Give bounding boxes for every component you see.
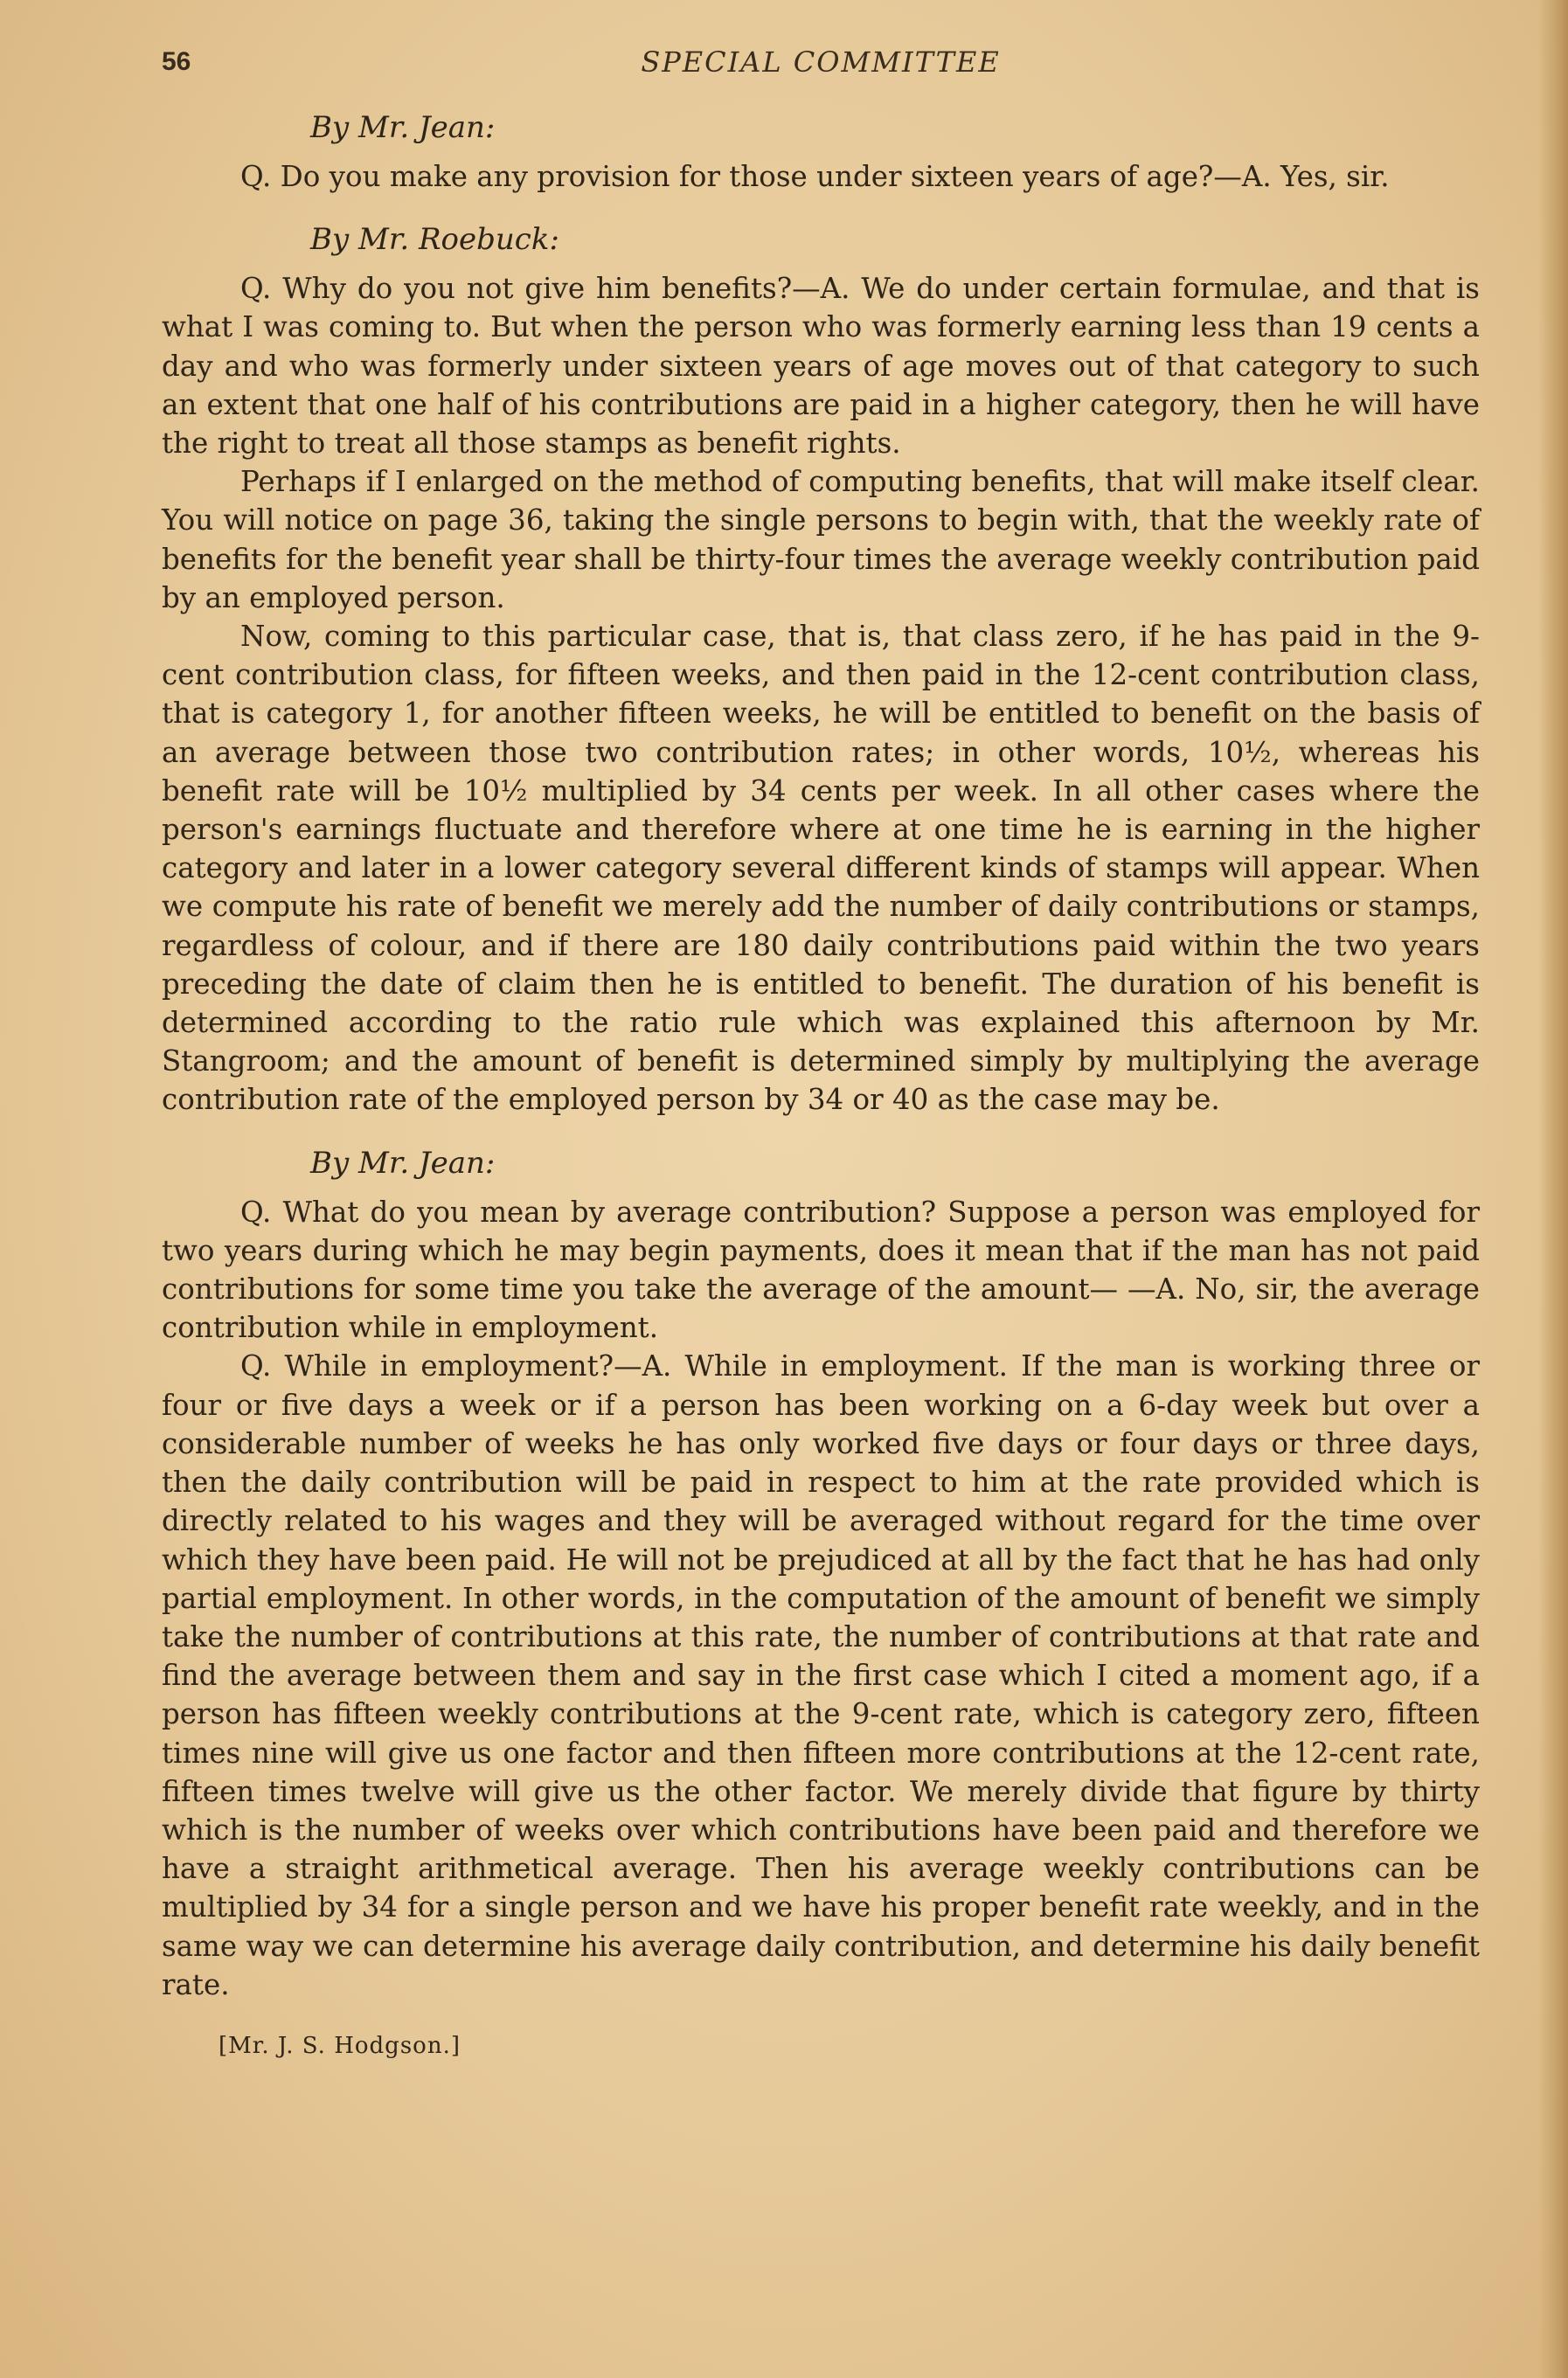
section-roebuck <box>162 220 1480 1119</box>
speaker-heading: By Mr. Jean: <box>310 110 496 145</box>
witness-note: [Mr. J. S. Hodgson.] <box>219 2032 461 2059</box>
paragraph: Now, coming to this particular case, that is, that class zero, if he has paid in the 9-cent contribution class, for fifteen weeks, and then paid in the 12-cent contribution class, that is category 1, for another fifteen weeks, he will be entitled to benefit on the basis of an average between those two contribution rates; in other words, 10½, whereas his benefit rate will be 10½ multiplied by 34 cents per week. In all other cases where the person's earnings fluctuate and therefore where at one time he is earning in the higher category and later in a lower category several different kinds of stamps will appear. When we compute his rate of benefit we merely add the number of daily contributions or stamps, regardless of colour, and if there are 180 daily contributions paid within the two years preceding the date of claim then he is entitled to benefit. The duration of his benefit is determined according to the ratio rule which was explained this afternoon by Mr. Stangroom; and the amount of benefit is determined simply by multiplying the average contribution rate of the employed person by 34 or 40 as the case may be. <box>162 620 1480 1117</box>
section-jean-1 <box>162 108 1480 196</box>
paragraph: Q. What do you mean by average contribution? Suppose a person was employed for two years during which he may begin payments, does it mean that if the man has not paid contributions for some time you take the average of the amount— —A. No, sir, the average contribution while in employment. <box>162 1195 1480 1345</box>
page-header <box>162 35 1480 87</box>
speaker-heading: By Mr. Roebuck: <box>310 222 559 258</box>
paragraph: Q. Do you make any provision for those under sixteen years of age?—A. Yes, sir. <box>240 160 1390 193</box>
page-edge-shadow <box>1538 0 1568 2378</box>
running-title: SPECIAL COMMITTEE <box>641 45 1001 79</box>
paragraph: Perhaps if I enlarged on the method of computing benefits, that will make itself clear. You will notice on page 36, taking the single persons to begin with, that the weekly rate of benefits for the benefit year shall be thirty-four times the average weekly contribution paid by an employed person. <box>162 465 1480 614</box>
page-content <box>162 35 1480 2062</box>
paragraph: Q. While in employment?—A. While in employment. If the man is working three or four or five days a week or if a person has been working on a 6-day week but over a considerable number of weeks he has only worked five days or four days or three days, then the daily contribution will be paid in respect to him at the rate provided which is directly related to his wages and they will be averaged without regard for the time over which they have been paid. He will not be prejudiced at all by the fact that he has had only partial employment. In other words, in the computation of the amount of benefit we simply take the number of contributions at this rate, the number of contributions at that rate and find the average between them and say in the first case which I cited a moment ago, if a person has fifteen weekly contributions at the 9-cent rate, which is category zero, fifteen times nine will give us one factor and then fifteen more contributions at the 12-cent rate, fifteen times twelve will give us the other factor. We merely divide that figure by thirty which is the number of weeks over which contributions have been paid and therefore we have a straight arithmetical average. Then his average weekly contributions can be multiplied by 34 for a single person and we have his proper benefit rate weekly, and in the same way we can determine his average daily contribution, and determine his daily benefit rate. <box>162 1349 1480 2001</box>
speaker-heading: By Mr. Jean: <box>310 1145 496 1181</box>
paragraph: Q. Why do you not give him benefits?—A. We do under certain formulae, and that is what I was coming to. But when the person who was formerly earning less than 19 cents a day and who was formerly under sixteen years of age moves out of that category to such an extent that one half of his contributions are paid in a higher category, then he will have the right to treat all those stamps as benefit rights. <box>162 272 1480 461</box>
page-number: 56 <box>162 47 191 76</box>
section-jean-2 <box>162 1144 1480 2004</box>
